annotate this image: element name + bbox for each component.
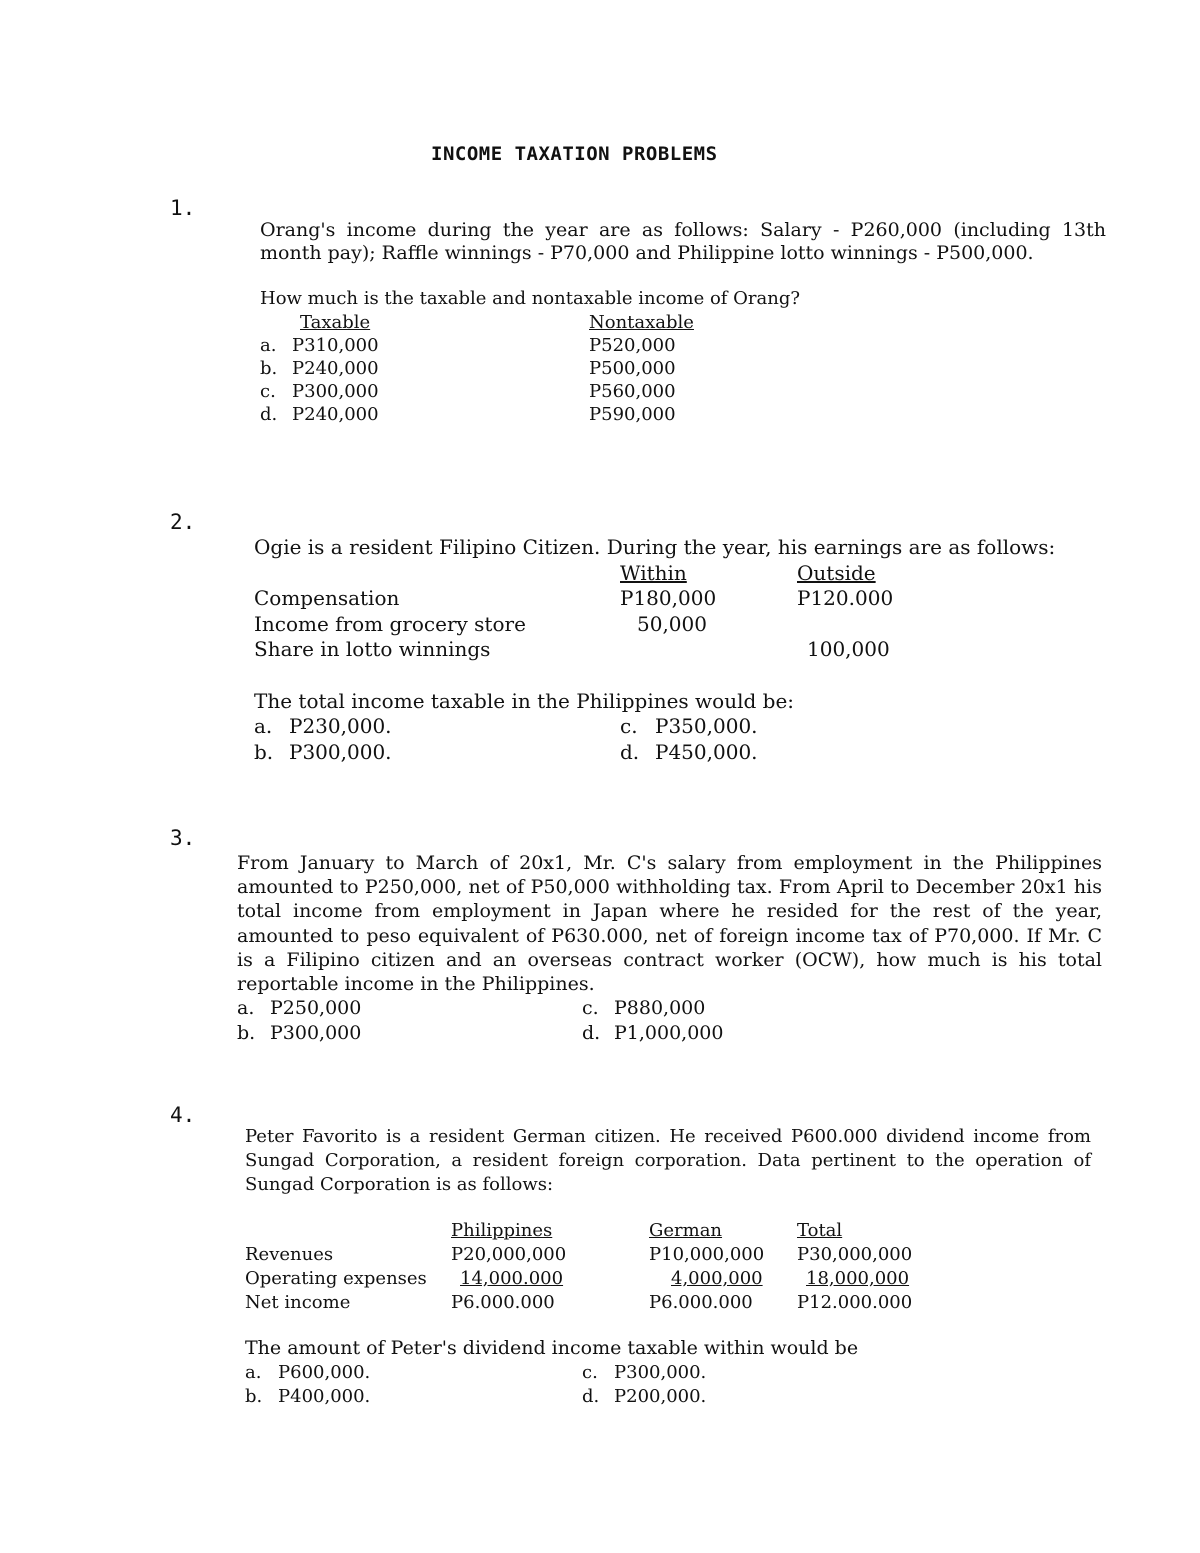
- problem-1-choice-a-nontaxable: P520,000: [589, 335, 676, 356]
- problem-1-choice-b-nontaxable: P500,000: [589, 358, 676, 379]
- problem-1-question: How much is the taxable and nontaxable income of Orang?: [260, 288, 801, 309]
- problem-1-choice-d-taxable: P240,000: [292, 404, 379, 425]
- problem-4-cell: P20,000,000: [451, 1244, 567, 1265]
- problem-4-cell: P10,000,000: [649, 1244, 765, 1265]
- problem-4-header-total: Total: [797, 1220, 843, 1241]
- problem-2-choice-d-label: d.: [620, 740, 640, 764]
- page-title: INCOME TAXATION PROBLEMS: [431, 143, 718, 165]
- problem-1-choice-d-nontaxable: P590,000: [589, 404, 676, 425]
- problem-1-choice-a-label: a.: [260, 335, 277, 356]
- problem-4-row-label: Revenues: [245, 1244, 334, 1265]
- problem-4-cell: P12.000.000: [797, 1292, 913, 1313]
- problem-4-row-label: Operating expenses: [245, 1268, 427, 1289]
- problem-1-header-taxable: Taxable: [300, 312, 371, 333]
- problem-3-choice-a-value: P250,000: [270, 997, 362, 1019]
- problem-4-question: The amount of Peter's dividend income taxable within would be: [245, 1337, 859, 1359]
- problem-4-cell: P6.000.000: [649, 1292, 753, 1313]
- problem-1-choice-c-label: c.: [260, 381, 276, 402]
- problem-2-choice-c-value: P350,000.: [655, 714, 758, 738]
- problem-2-row-within: P180,000: [620, 586, 717, 610]
- problem-3-choice-b-value: P300,000: [270, 1022, 362, 1044]
- problem-2-row-outside: 100,000: [807, 637, 890, 661]
- problem-4-cell: 18,000,000: [806, 1268, 910, 1289]
- problem-4-choice-c-label: c.: [582, 1362, 598, 1383]
- problem-4-header-german: German: [649, 1220, 723, 1241]
- problem-4-header-philippines: Philippines: [451, 1220, 553, 1241]
- problem-3-choice-d-value: P1,000,000: [614, 1022, 724, 1044]
- problem-3-choice-b-label: b.: [237, 1022, 256, 1044]
- problem-1-text: Orang's income during the year are as follows: Salary - P260,000 (including 13th month pay); Raffle winnings - P70,000 and Philippine lotto winnings - P500,000.: [260, 219, 1106, 264]
- problem-2-row-label: Income from grocery store: [254, 612, 526, 636]
- problem-4-choice-d-value: P200,000.: [614, 1386, 707, 1407]
- problem-2-choice-a-value: P230,000.: [289, 714, 392, 738]
- problem-2-row-label: Share in lotto winnings: [254, 637, 491, 661]
- problem-4-number: 4.: [170, 1103, 196, 1127]
- problem-3-choice-a-label: a.: [237, 997, 255, 1019]
- problem-2-choice-b-value: P300,000.: [289, 740, 392, 764]
- problem-2-choice-d-value: P450,000.: [655, 740, 758, 764]
- problem-1-header-nontaxable: Nontaxable: [589, 312, 694, 333]
- problem-3-text: From January to March of 20x1, Mr. C's salary from employment in the Philippines amounted to P250,000, net of P50,000 withholding tax. From April to December 20x1 his total income from employment in Japan where he resided for the rest of the year, amounted to peso equivalent of P630.000, net of foreign income tax of P70,000. If Mr. C is a Filipino citizen and an overseas contract worker (OCW), how much is his total reportable income in the Philippines.: [237, 852, 1102, 996]
- problem-3-choice-c-label: c.: [582, 997, 599, 1019]
- problem-2-row-label: Compensation: [254, 586, 400, 610]
- problem-2-question: The total income taxable in the Philippines would be:: [254, 689, 795, 713]
- problem-2-header-outside: Outside: [797, 561, 876, 585]
- problem-2-choice-a-label: a.: [254, 714, 273, 738]
- problem-4-row-label: Net income: [245, 1292, 351, 1313]
- problem-2-number: 2.: [170, 510, 196, 534]
- problem-1-choice-d-label: d.: [260, 404, 278, 425]
- problem-1-choice-c-nontaxable: P560,000: [589, 381, 676, 402]
- problem-1-choice-b-label: b.: [260, 358, 278, 379]
- problem-2-header-within: Within: [620, 561, 687, 585]
- problem-3-choice-d-label: d.: [582, 1022, 601, 1044]
- problem-1-choice-c-taxable: P300,000: [292, 381, 379, 402]
- problem-4-choice-c-value: P300,000.: [614, 1362, 707, 1383]
- problem-4-choice-b-label: b.: [245, 1386, 263, 1407]
- problem-1-number: 1.: [170, 196, 196, 220]
- problem-2-row-outside: P120.000: [797, 586, 894, 610]
- problem-4-text: Peter Favorito is a resident German citizen. He received P600.000 dividend income from Sungad Corporation, a resident foreign corporation. Data pertinent to the operation of Sungad Corporation is as follows:: [245, 1126, 1091, 1195]
- problem-4-cell: 4,000,000: [671, 1268, 763, 1289]
- problem-4-cell: P6.000.000: [451, 1292, 555, 1313]
- problem-4-choice-a-value: P600,000.: [278, 1362, 371, 1383]
- problem-4-cell: 14,000.000: [460, 1268, 564, 1289]
- problem-4-choice-d-label: d.: [582, 1386, 600, 1407]
- problem-4-choice-a-label: a.: [245, 1362, 262, 1383]
- problem-2-intro: Ogie is a resident Filipino Citizen. During the year, his earnings are as follows:: [254, 535, 1056, 559]
- problem-4-choice-b-value: P400,000.: [278, 1386, 371, 1407]
- problem-3-choice-c-value: P880,000: [614, 997, 706, 1019]
- problem-2-choice-c-label: c.: [620, 714, 638, 738]
- problem-3-number: 3.: [170, 826, 196, 850]
- problem-1-choice-a-taxable: P310,000: [292, 335, 379, 356]
- problem-1-choice-b-taxable: P240,000: [292, 358, 379, 379]
- problem-2-choice-b-label: b.: [254, 740, 274, 764]
- problem-4-cell: P30,000,000: [797, 1244, 913, 1265]
- problem-2-row-within: 50,000: [637, 612, 707, 636]
